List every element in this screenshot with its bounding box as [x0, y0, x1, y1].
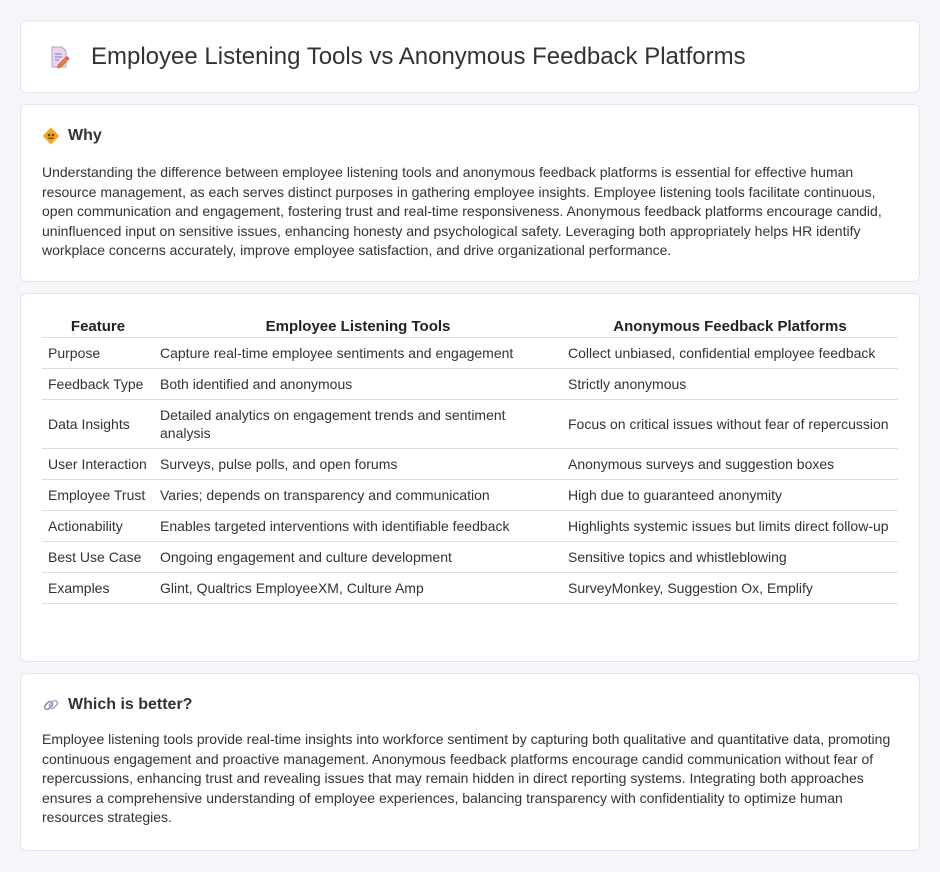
row-listening-value: Glint, Qualtrics EmployeeXM, Culture Amp [154, 573, 562, 604]
row-listening-value: Surveys, pulse polls, and open forums [154, 449, 562, 480]
comparison-table [42, 314, 898, 604]
row-listening-value: Enables targeted interventions with identifiable feedback [154, 511, 562, 542]
comparison-section [20, 293, 920, 662]
table-header-row [42, 314, 898, 338]
row-feature: Actionability [42, 511, 154, 542]
row-anonymous-value: Focus on critical issues without fear of repercussion [562, 400, 898, 449]
link-icon [42, 696, 60, 714]
table-row [42, 369, 898, 400]
row-listening-value: Varies; depends on transparency and communication [154, 480, 562, 511]
better-text: Employee listening tools provide real-time insights into workforce sentiment by capturing both qualitative and quantitative data, promoting continuous engagement and proactive management. Anonymous feedback platforms encourage candid communication without fear of repercussions, enhancing trust and revealing issues that may remain hidden in direct reporting systems. Integrating both approaches ensures a comprehensive understanding of employee experiences, balancing transparency with confidentiality to optimize human resources strategies. [42, 731, 891, 825]
row-anonymous-value: SurveyMonkey, Suggestion Ox, Emplify [562, 573, 898, 604]
row-feature: Data Insights [42, 400, 154, 449]
which-is-better-section [20, 673, 920, 851]
diamond-sign-icon [42, 127, 60, 145]
row-listening-value: Ongoing engagement and culture development [154, 542, 562, 573]
row-feature: Examples [42, 573, 154, 604]
table-row [42, 338, 898, 369]
table-row [42, 449, 898, 480]
table-row [42, 480, 898, 511]
why-text: Understanding the difference between employee listening tools and anonymous feedback platforms is essential for effective human resource management, as each serves distinct purposes in gathering employee insights. Employee listening tools facilitate continuous, open communication and engagement, fostering trust and real-time responsiveness. Anonymous feedback platforms encourage candid, uninfluenced input on sensitive issues, enhancing honesty and psychological safety. Leveraging both appropriately helps HR identify workplace concerns accurately, improve employee satisfaction, and drive organizational performance. [42, 164, 882, 258]
better-heading: Which is better? [68, 696, 193, 713]
row-anonymous-value: Collect unbiased, confidential employee feedback [562, 338, 898, 369]
table-row [42, 511, 898, 542]
row-listening-value: Detailed analytics on engagement trends and sentiment analysis [154, 400, 562, 449]
document-pencil-icon [47, 45, 71, 69]
row-listening-value: Both identified and anonymous [154, 369, 562, 400]
row-feature: Best Use Case [42, 542, 154, 573]
table-row [42, 542, 898, 573]
header-anonymous-feedback-platforms: Anonymous Feedback Platforms [562, 314, 898, 338]
row-anonymous-value: Anonymous surveys and suggestion boxes [562, 449, 898, 480]
better-header [42, 694, 899, 716]
row-anonymous-value: Highlights systemic issues but limits direct follow-up [562, 511, 898, 542]
row-anonymous-value: Sensitive topics and whistleblowing [562, 542, 898, 573]
row-anonymous-value: Strictly anonymous [562, 369, 898, 400]
row-listening-value: Capture real-time employee sentiments and engagement [154, 338, 562, 369]
why-header [42, 125, 899, 147]
row-feature: Purpose [42, 338, 154, 369]
page-title: Employee Listening Tools vs Anonymous Feedback Platforms [91, 42, 746, 70]
row-feature: User Interaction [42, 449, 154, 480]
row-feature: Feedback Type [42, 369, 154, 400]
header-feature: Feature [42, 314, 154, 338]
table-row [42, 400, 898, 449]
header-employee-listening-tools: Employee Listening Tools [154, 314, 562, 338]
row-feature: Employee Trust [42, 480, 154, 511]
row-anonymous-value: High due to guaranteed anonymity [562, 480, 898, 511]
table-row [42, 573, 898, 604]
why-heading: Why [68, 127, 102, 144]
title-card [20, 20, 920, 93]
why-section [20, 104, 920, 282]
